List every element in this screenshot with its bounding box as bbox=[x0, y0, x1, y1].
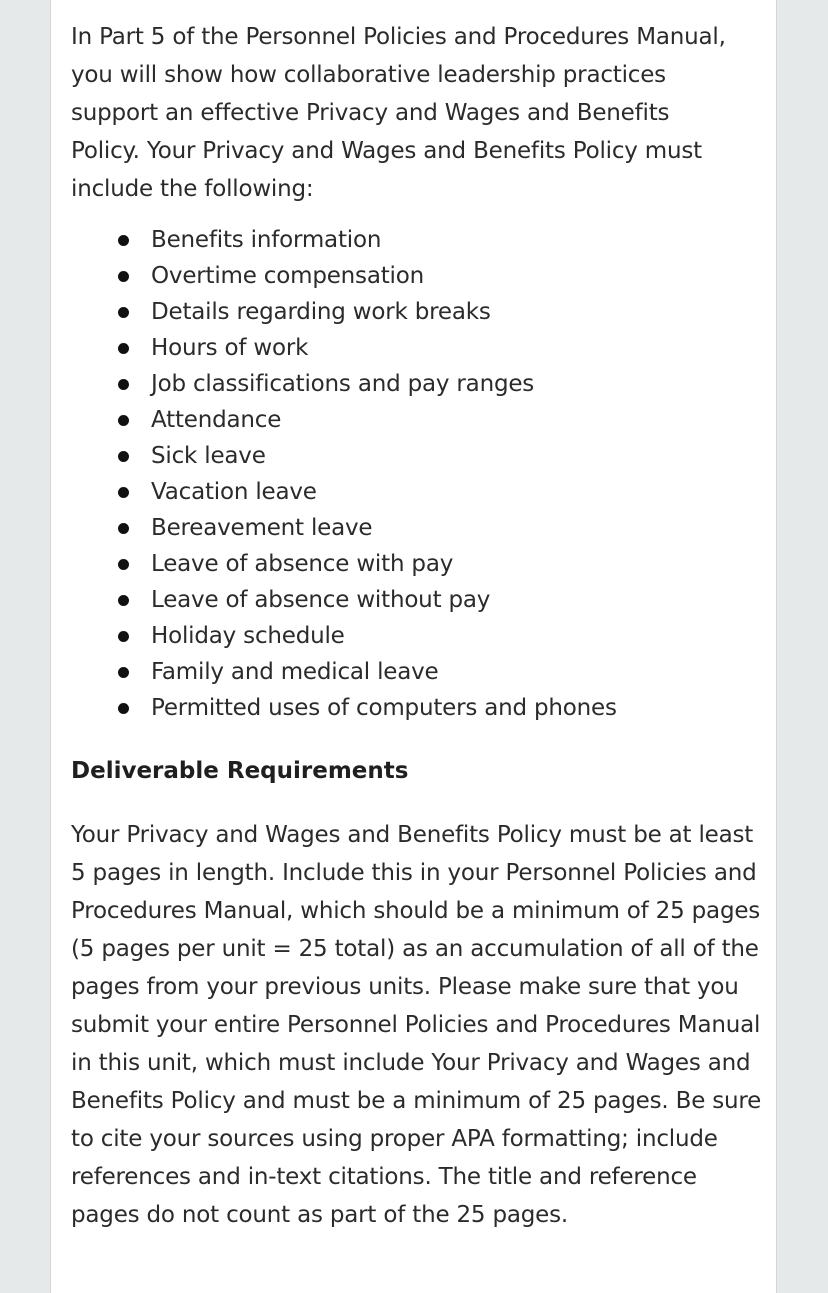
list-item-text: Overtime compensation bbox=[151, 263, 424, 289]
list-item-text: Leave of absence without pay bbox=[151, 587, 491, 613]
bullet-icon bbox=[118, 271, 129, 282]
list-item bbox=[71, 438, 771, 474]
bullet-icon bbox=[118, 703, 129, 714]
list-item-text: Attendance bbox=[151, 407, 282, 433]
list-item bbox=[71, 402, 771, 438]
list-item bbox=[71, 330, 771, 366]
list-item-text: Hours of work bbox=[151, 335, 309, 361]
bullet-icon bbox=[118, 415, 129, 426]
list-item bbox=[71, 474, 771, 510]
bullet-icon bbox=[118, 667, 129, 678]
list-item bbox=[71, 582, 771, 618]
bullet-icon bbox=[118, 451, 129, 462]
list-item bbox=[71, 510, 771, 546]
list-item-text: Bereavement leave bbox=[151, 515, 373, 541]
intro-paragraph: In Part 5 of the Personnel Policies and Procedures Manual, you will show how collaborative leadership practices support an effective Privacy and Wages and Benefits Policy. Your Privacy and Wages and Benefits Policy must include the following: bbox=[71, 24, 726, 202]
list-item bbox=[71, 546, 771, 582]
deliverable-paragraph: Your Privacy and Wages and Benefits Policy must be at least 5 pages in length. Include this in your Personnel Policies and Procedures Manual, which should be a minimum of 25 pages (5 pages per unit = 25 total) as an accumulation of all of the pages from your previous units. Please make sure that you submit your entire Personnel Policies and Procedures Manual in this unit, which must include Your Privacy and Wages and Benefits Policy and must be a minimum of 25 pages. Be sure to cite your sources using proper APA formatting; include references and in-text citations. The title and reference pages do not count as part of the 25 pages. bbox=[71, 822, 762, 1228]
list-item-text: Vacation leave bbox=[151, 479, 317, 505]
list-item-text: Benefits information bbox=[151, 227, 382, 253]
policy-requirements-list bbox=[71, 222, 771, 726]
bullet-icon bbox=[118, 379, 129, 390]
list-item bbox=[71, 366, 771, 402]
bullet-icon bbox=[118, 343, 129, 354]
bullet-icon bbox=[118, 631, 129, 642]
list-item bbox=[71, 294, 771, 330]
list-item-text: Leave of absence with pay bbox=[151, 551, 454, 577]
list-item-text: Details regarding work breaks bbox=[151, 299, 491, 325]
bullet-icon bbox=[118, 307, 129, 318]
bullet-icon bbox=[118, 235, 129, 246]
list-item bbox=[71, 222, 771, 258]
list-item-text: Sick leave bbox=[151, 443, 266, 469]
content-panel bbox=[50, 0, 777, 1293]
assignment-content bbox=[71, 18, 771, 1234]
list-item bbox=[71, 258, 771, 294]
deliverable-heading: Deliverable Requirements bbox=[71, 758, 409, 784]
list-item bbox=[71, 618, 771, 654]
list-item-text: Permitted uses of computers and phones bbox=[151, 695, 617, 721]
list-item bbox=[71, 690, 771, 726]
list-item-text: Job classifications and pay ranges bbox=[151, 371, 535, 397]
bullet-icon bbox=[118, 487, 129, 498]
bullet-icon bbox=[118, 523, 129, 534]
bullet-icon bbox=[118, 559, 129, 570]
list-item bbox=[71, 654, 771, 690]
list-item-text: Family and medical leave bbox=[151, 659, 439, 685]
bullet-icon bbox=[118, 595, 129, 606]
list-item-text: Holiday schedule bbox=[151, 623, 345, 649]
